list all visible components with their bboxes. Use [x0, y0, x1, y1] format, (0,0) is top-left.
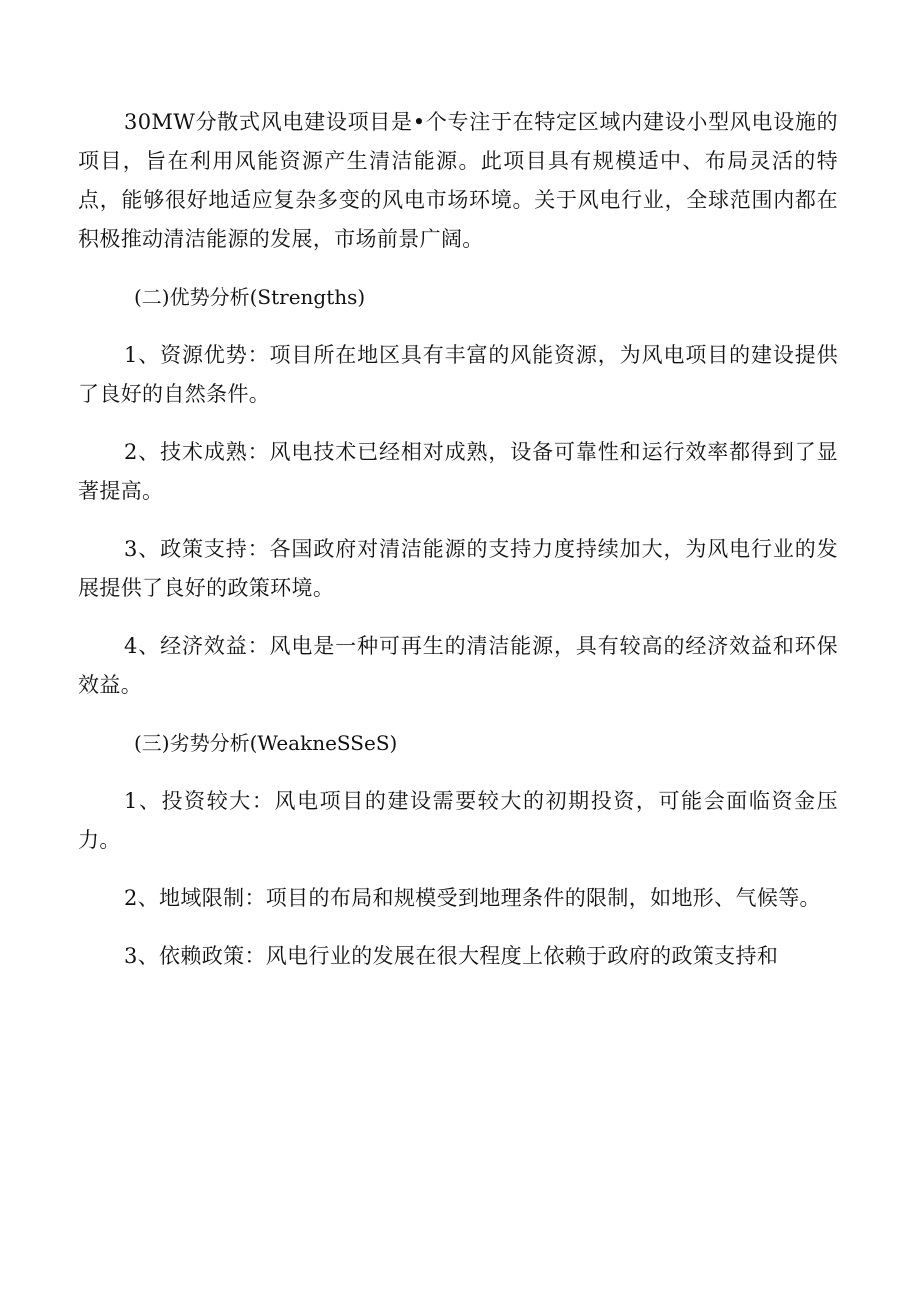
document-body — [78, 103, 838, 976]
weakness-item-region: 2、地域限制：项目的布局和规模受到地理条件的限制，如地形、气候等。 — [124, 886, 821, 910]
section-heading-weaknesses: (三)劣势分析(WeakneSSeS) — [134, 731, 398, 755]
strength-item-economic: 4、经济效益：风电是一种可再生的清洁能源，具有较高的经济效益和环保效益。 — [78, 634, 838, 697]
strength-item-policy: 3、政策支持：各国政府对清洁能源的支持力度持续加大，为风电行业的发展提供了良好的政策环境。 — [78, 537, 838, 600]
section-heading-strengths: (二)优势分析(Strengths) — [134, 285, 366, 309]
intro-paragraph: 30MW分散式风电建设项目是•个专注于在特定区域内建设小型风电设施的项目，旨在利用风能资源产生清洁能源。此项目具有规模适中、布局灵活的特点，能够很好地适应复杂多变的风电市场环境。关于风电行业，全球范围内都在积极推动清洁能源的发展，市场前景广阔。 — [78, 110, 838, 251]
weakness-item-policy-dependence: 3、依赖政策：风电行业的发展在很大程度上依赖于政府的政策支持和 — [124, 944, 779, 968]
weakness-item-investment: 1、投资较大：风电项目的建设需要较大的初期投资，可能会面临资金压力。 — [78, 789, 838, 852]
strength-item-technology: 2、技术成熟：风电技术已经相对成熟，设备可靠性和运行效率都得到了显著提高。 — [78, 440, 838, 503]
strength-item-resource: 1、资源优势：项目所在地区具有丰富的风能资源，为风电项目的建设提供了良好的自然条件。 — [78, 343, 838, 406]
